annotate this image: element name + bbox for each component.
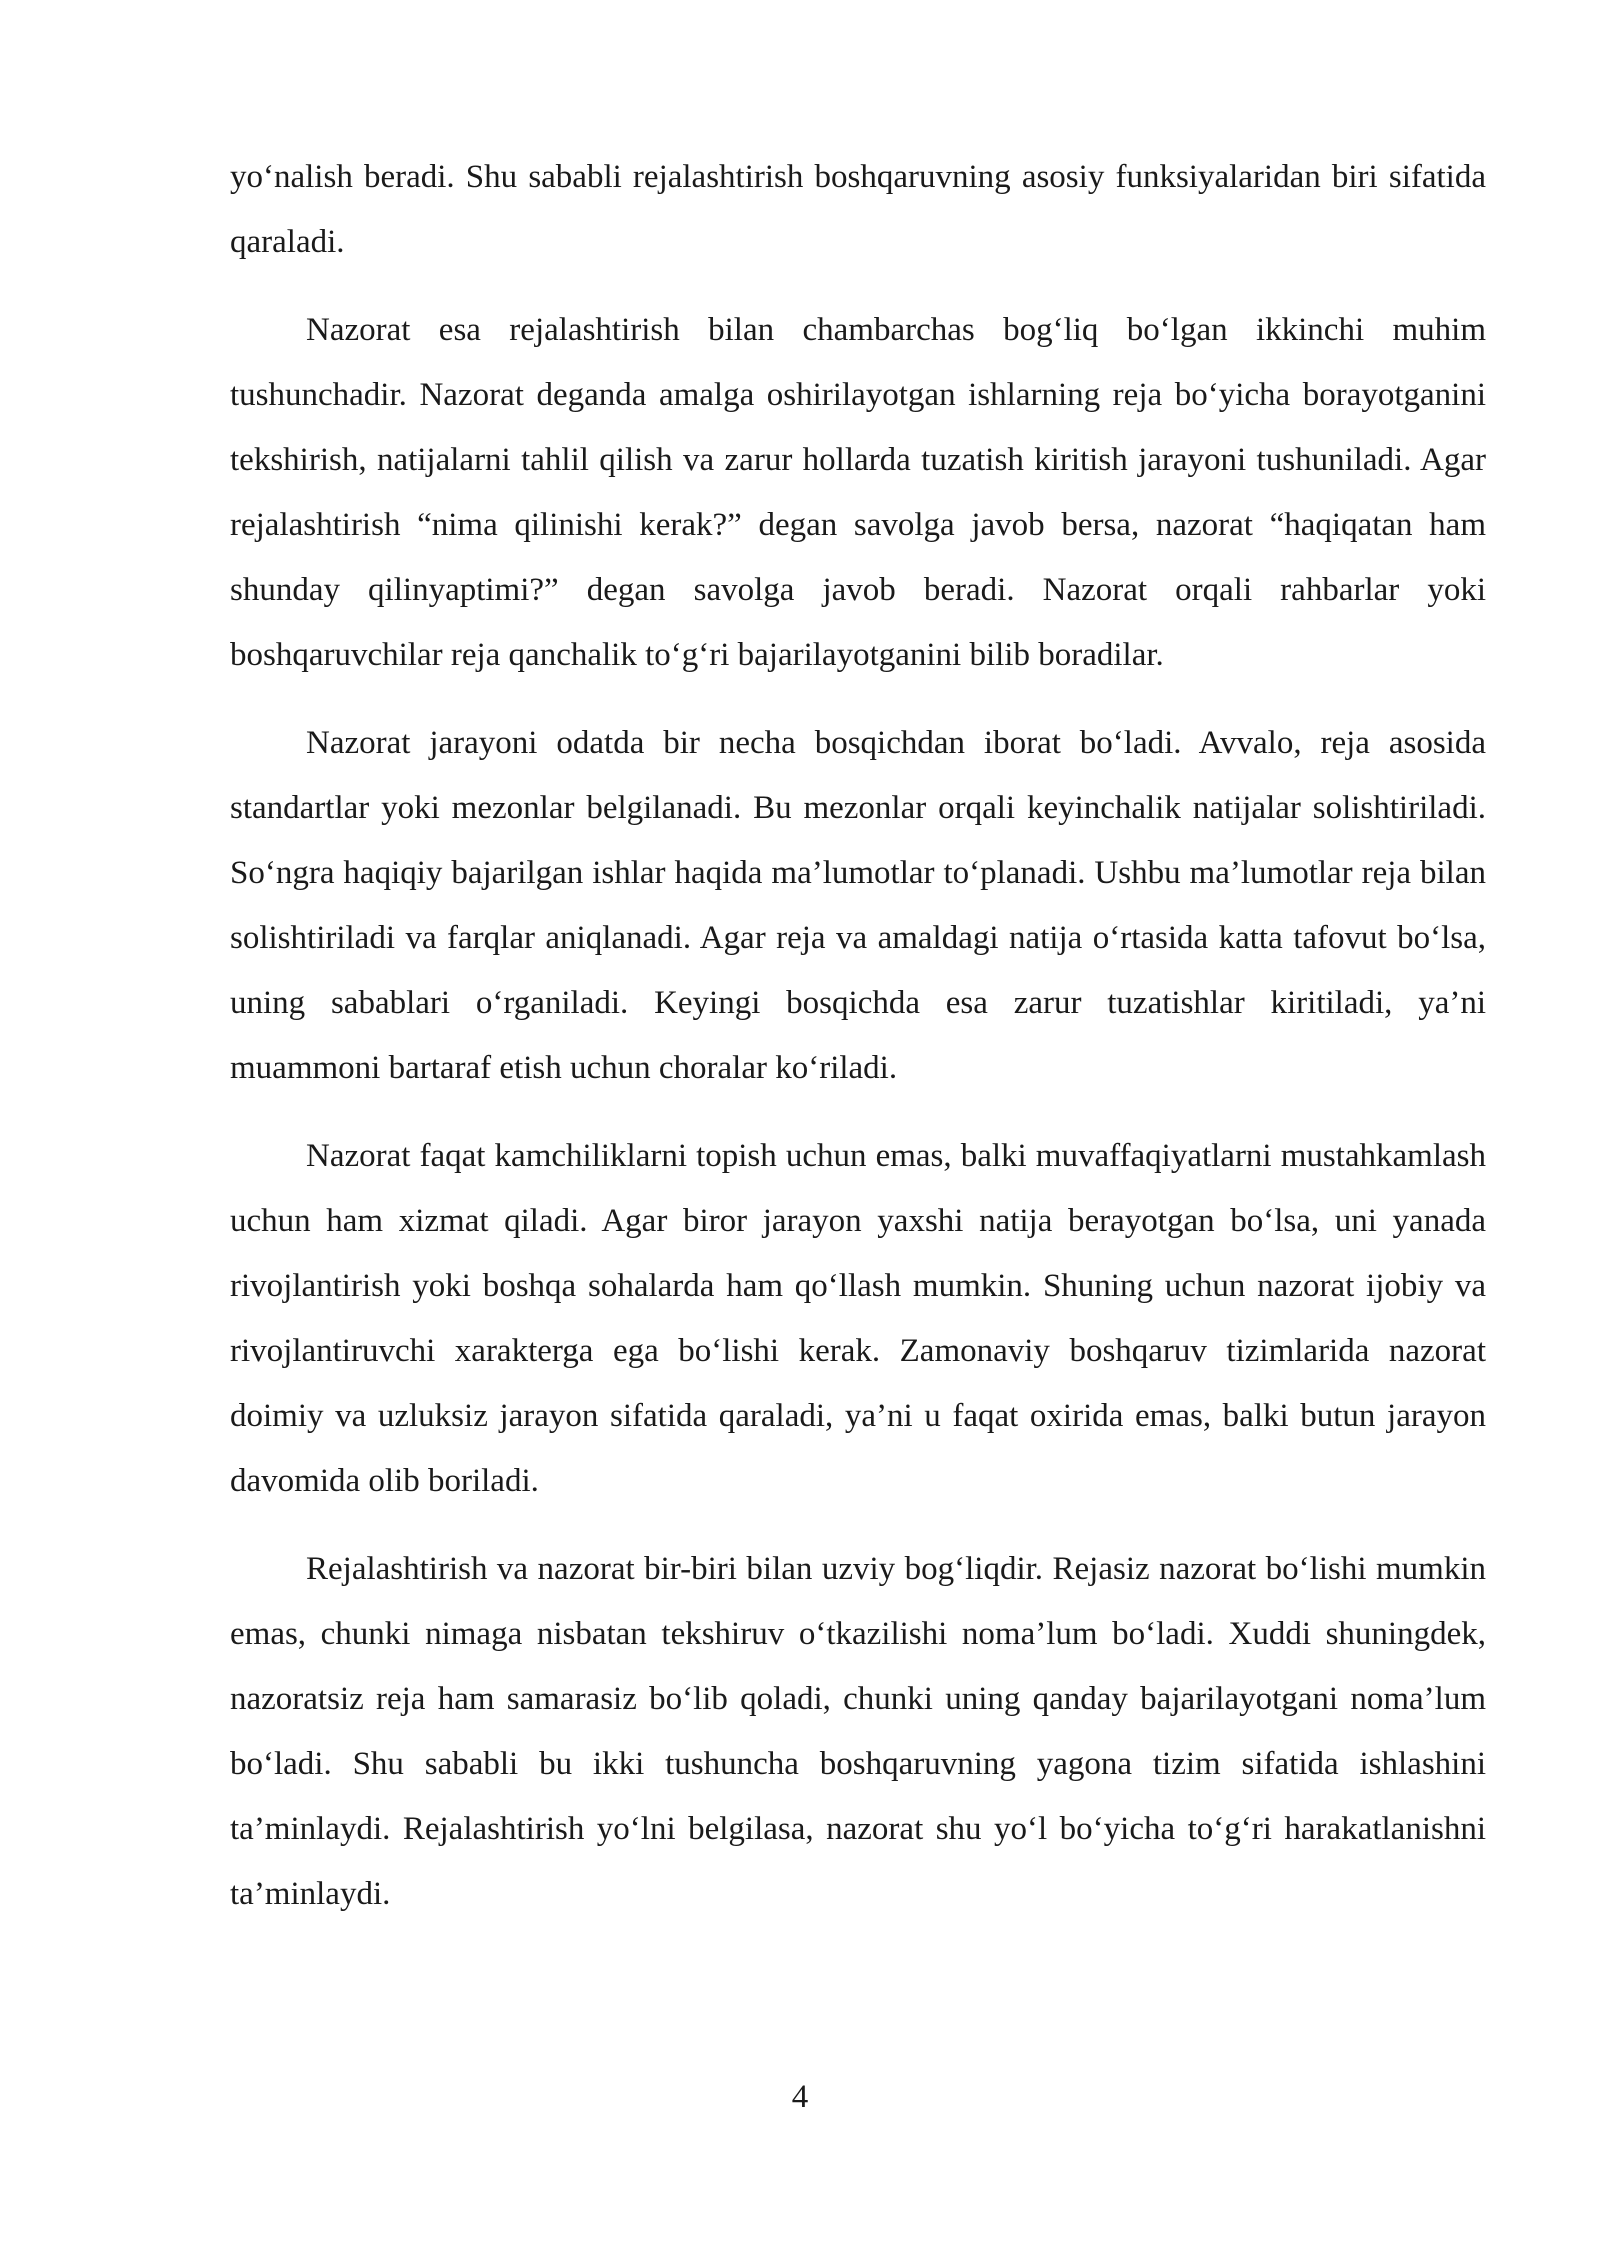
paragraph: Nazorat jarayoni odatda bir necha bosqichdan iborat bo‘ladi. Avvalo, reja asosida standartlar yoki mezonlar belgilanadi. Bu mezonlar orqali keyinchalik natijalar solishtiriladi. So‘ngra haqiqiy bajarilgan ishlar haqida ma’lumotlar to‘planadi. Ushbu ma’lumotlar reja bilan solishtiriladi va farqlar aniqlanadi. Agar reja va amaldagi natija o‘rtasida katta tafovut bo‘lsa, uning sabablari o‘rganiladi. Keyingi bosqichda esa zarur tuzatishlar kiritiladi, ya’ni muammoni bartaraf etish uchun choralar ko‘riladi.: [230, 725, 1486, 1086]
page-number: 4: [791, 2079, 809, 2115]
paragraph-continued: yo‘nalish beradi. Shu sababli rejalashtirish boshqaruvning asosiy funksiyalaridan biri sifatida qaraladi.: [230, 159, 1486, 260]
paragraph: Nazorat esa rejalashtirish bilan chambarchas bog‘liq bo‘lgan ikkinchi muhim tushunchadir. Nazorat deganda amalga oshirilayotgan ishlarning reja bo‘yicha borayotganini tekshirish, natijalarni tahlil qilish va zarur hollarda tuzatish kiritish jarayoni tushuniladi. Agar rejalashtirish “nima qilinishi kerak?” degan savolga javob bersa, nazorat “haqiqatan ham shunday qilinyaptimi?” degan savolga javob beradi. Nazorat orqali rahbarlar yoki boshqaruvchilar reja qanchalik to‘g‘ri bajarilayotganini bilib boradilar.: [230, 312, 1486, 673]
document-body: [230, 145, 1486, 1950]
paragraph: Rejalashtirish va nazorat bir-biri bilan uzviy bog‘liqdir. Rejasiz nazorat bo‘lishi mumkin emas, chunki nimaga nisbatan tekshiruv o‘tkazilishi noma’lum bo‘ladi. Xuddi shuningdek, nazoratsiz reja ham samarasiz bo‘lib qoladi, chunki uning qanday bajarilayotgani noma’lum bo‘ladi. Shu sababli bu ikki tushuncha boshqaruvning yagona tizim sifatida ishlashini ta’minlaydi. Rejalashtirish yo‘lni belgilasa, nazorat shu yo‘l bo‘yicha to‘g‘ri harakatlanishni ta’minlaydi.: [230, 1551, 1486, 1912]
paragraph: Nazorat faqat kamchiliklarni topish uchun emas, balki muvaffaqiyatlarni mustahkamlash uchun ham xizmat qiladi. Agar biror jarayon yaxshi natija berayotgan bo‘lsa, uni yanada rivojlantirish yoki boshqa sohalarda ham qo‘llash mumkin. Shuning uchun nazorat ijobiy va rivojlantiruvchi xarakterga ega bo‘lishi kerak. Zamonaviy boshqaruv tizimlarida nazorat doimiy va uzluksiz jarayon sifatida qaraladi, ya’ni u faqat oxirida emas, balki butun jarayon davomida olib boriladi.: [230, 1138, 1486, 1499]
